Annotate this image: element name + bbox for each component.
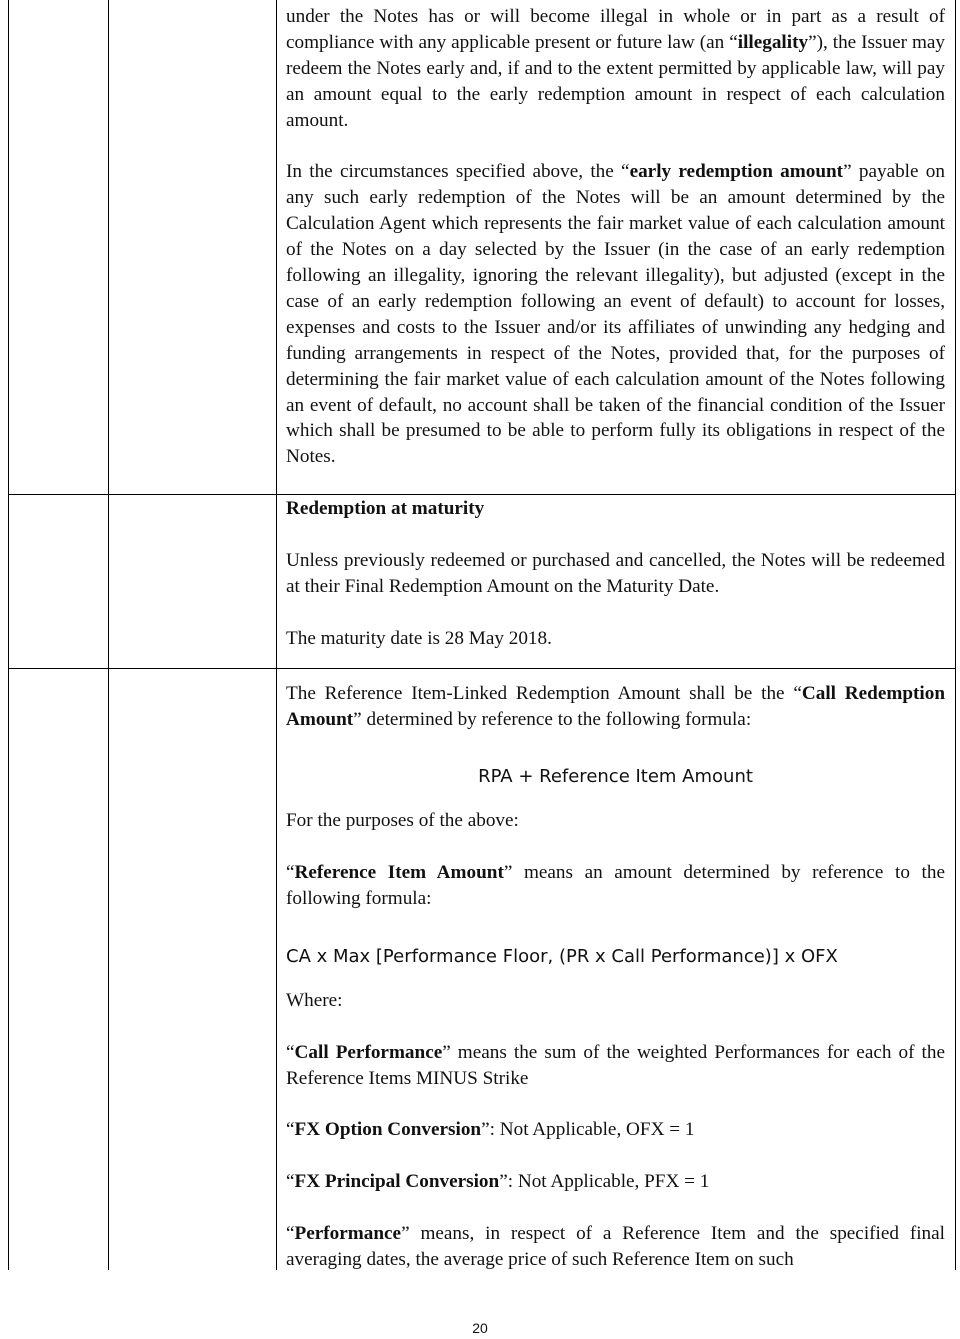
- formula-reference-item-amount: CA x Max [Performance Floor, (PR x Call Performance)] x OFX: [286, 945, 838, 967]
- table-left-border: [8, 0, 9, 1270]
- reference-item-amount-paragraph: “Reference Item Amount” means an amount determined by reference to the following formula:: [286, 862, 945, 910]
- purposes-line: For the purposes of the above:: [286, 810, 519, 832]
- fx-principal-paragraph: “FX Principal Conversion”: Not Applicable, PFX = 1: [286, 1171, 710, 1193]
- table-column-divider-1: [108, 0, 109, 1270]
- defined-term: early redemption amount: [629, 161, 844, 183]
- maturity-paragraph: Unless previously redeemed or purchased and cancelled, the Notes will be redeemed at their Final Redemption Amount on the Maturity Date.: [286, 549, 945, 597]
- table-right-border: [955, 0, 956, 1270]
- illegality-paragraph: under the Notes has or will become illegal in whole or in part as a result of compliance with any applicable present or future law (an “illegality”), the Issuer may redeem the Notes early and, if and to the extent permitted by applicable law, will pay an amount equal to the early redemption amount in respect of each calculation amount.: [286, 6, 945, 131]
- defined-term: FX Principal Conversion: [294, 1171, 500, 1193]
- defined-term: FX Option Conversion: [294, 1119, 482, 1141]
- fx-option-paragraph: “FX Option Conversion”: Not Applicable, OFX = 1: [286, 1119, 695, 1141]
- early-redemption-paragraph: In the circumstances specified above, the “early redemption amount” payable on any such early redemption of the Notes will be an amount determined by the Calculation Agent which represents the fair market value of each calculation amount of the Notes on a day selected by the Issuer (in the case of an early redemption following an illegality, ignoring the relevant illegality), but adjusted (except in the case of an early redemption following an event of default) to account for losses, expenses and costs to the Issuer and/or its affiliates of unwinding any hedging and funding arrangements in respect of the Notes, provided that, for the purposes of determining the fair market value of each calculation amount of the Notes following an event of default, no account shall be taken of the financial condition of the Issuer which shall be presumed to be able to perform fully its obligations in respect of the Notes.: [286, 161, 945, 468]
- call-performance-paragraph: “Call Performance” means the sum of the weighted Performances for each of the Reference Items MINUS Strike: [286, 1041, 945, 1089]
- defined-term: illegality: [737, 31, 809, 53]
- maturity-date: The maturity date is 28 May 2018.: [286, 627, 552, 649]
- document-body: [286, 4, 945, 1273]
- where-line: Where:: [286, 989, 343, 1011]
- defined-term: Call Performance: [294, 1041, 443, 1063]
- defined-term: Call Redemption Amount: [286, 682, 945, 730]
- defined-term: Reference Item Amount: [294, 862, 504, 884]
- page-number: 20: [472, 1320, 488, 1336]
- table-column-divider-2: [276, 0, 277, 1270]
- section-heading: Redemption at maturity: [286, 498, 485, 520]
- reference-item-paragraph: The Reference Item-Linked Redemption Amount shall be the “Call Redemption Amount” determined by reference to the following formula:: [286, 682, 945, 730]
- formula-call-redemption: RPA + Reference Item Amount: [478, 766, 753, 788]
- defined-term: Performance: [294, 1222, 402, 1244]
- performance-paragraph: “Performance” means, in respect of a Reference Item and the specified final averaging dates, the average price of such Reference Item on such: [286, 1222, 945, 1270]
